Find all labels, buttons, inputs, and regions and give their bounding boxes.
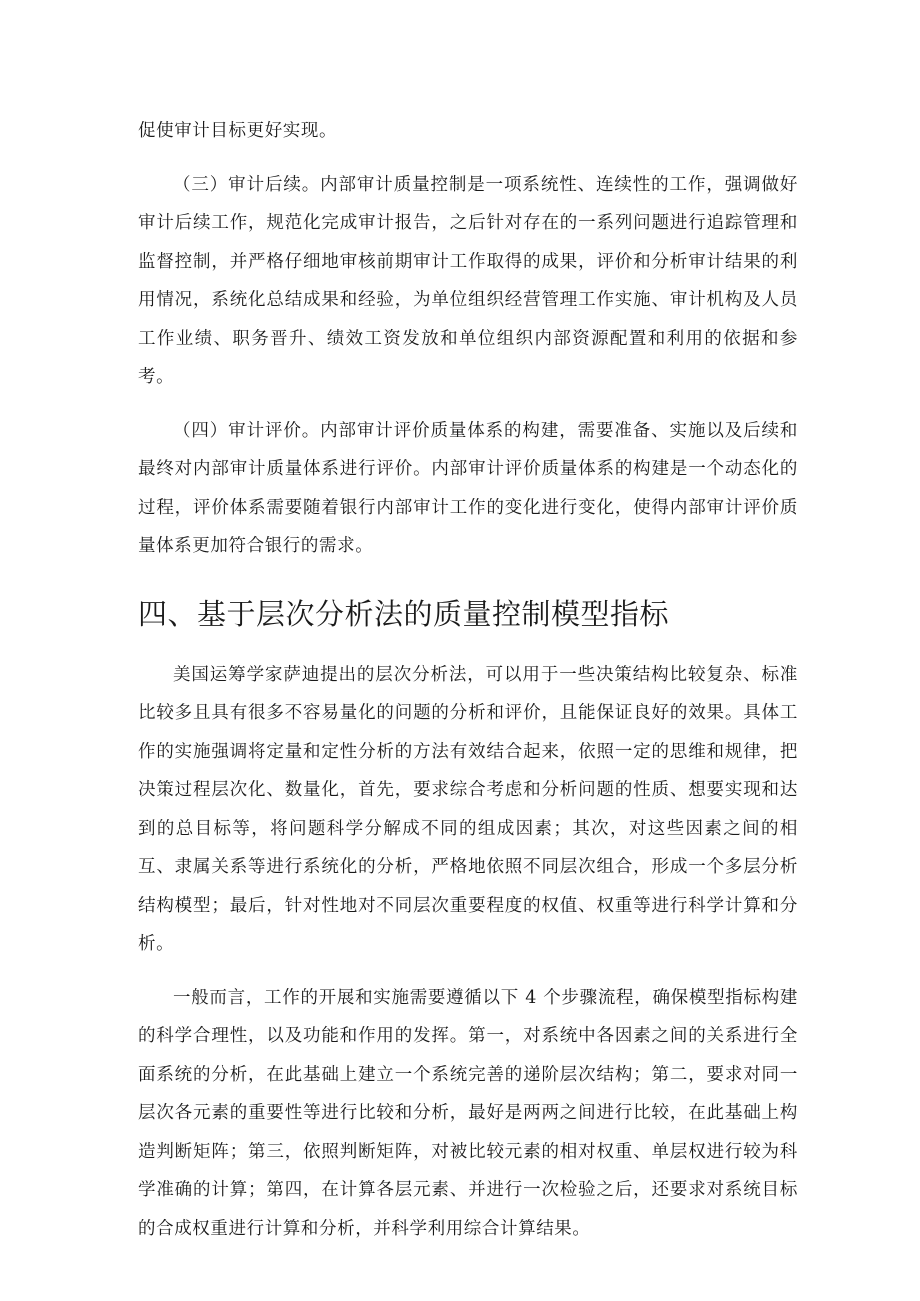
section-heading: 四、基于层次分析法的质量控制模型指标 xyxy=(138,596,670,631)
paragraph-audit-evaluation: （四）审计评价。内部审计评价质量体系的构建，需要准备、实施以及后续和最终对内部审计质量体系进行评价。内部审计评价质量体系的构建是一个动态化的过程，评价体系需要随着银行内部审计工作的变化进行变化，使得内部审计评价质量体系更加符合银行的需求。 xyxy=(138,420,798,556)
paragraph-ahp-intro: 美国运筹学家萨迪提出的层次分析法，可以用于一些决策结构比较复杂、标准比较多且具有很多不容易量化的问题的分析和评价，且能保证良好的效果。具体工作的实施强调将定量和定性分析的方法有效结合起来，依照一定的思维和规律，把决策过程层次化、数量化，首先，要求综合考虑和分析问题的性质、想要实现和达到的总目标等，将问题科学分解成不同的组成因素；其次，对这些因素之间的相互、隶属关系等进行系统化的分析，严格地依照不同层次组合，形成一个多层分析结构模型；最后，针对性地对不同层次重要程度的权值、权重等进行科学计算和分析。 xyxy=(138,664,798,954)
document-page xyxy=(138,112,798,1248)
paragraph-ahp-steps: 一般而言，工作的开展和实施需要遵循以下 4 个步骤流程，确保模型指标构建的科学合理性，以及功能和作用的发挥。第一，对系统中各因素之间的关系进行全面系统的分析，在此基础上建立一个系统完善的递阶层次结构；第二，要求对同一层次各元素的重要性等进行比较和分析，最好是两两之间进行比较，在此基础上构造判断矩阵；第三，依照判断矩阵，对被比较元素的相对权重、单层权进行较为科学准确的计算；第四，在计算各层元素、并进行一次检验之后，还要求对系统目标的合成权重进行计算和分析，并科学利用综合计算结果。 xyxy=(138,987,798,1239)
paragraph-audit-followup: （三）审计后续。内部审计质量控制是一项系统性、连续性的工作，强调做好审计后续工作，规范化完成审计报告，之后针对存在的一系列问题进行追踪管理和监督控制，并严格仔细地审核前期审计工作取得的成果，评价和分析审计结果的利用情况，系统化总结成果和经验，为单位组织经营管理工作实施、审计机构及人员工作业绩、职务晋升、绩效工资发放和单位组织内部资源配置和利用的依据和参考。 xyxy=(138,174,798,387)
paragraph-continuation: 促使审计目标更好实现。 xyxy=(138,121,338,141)
